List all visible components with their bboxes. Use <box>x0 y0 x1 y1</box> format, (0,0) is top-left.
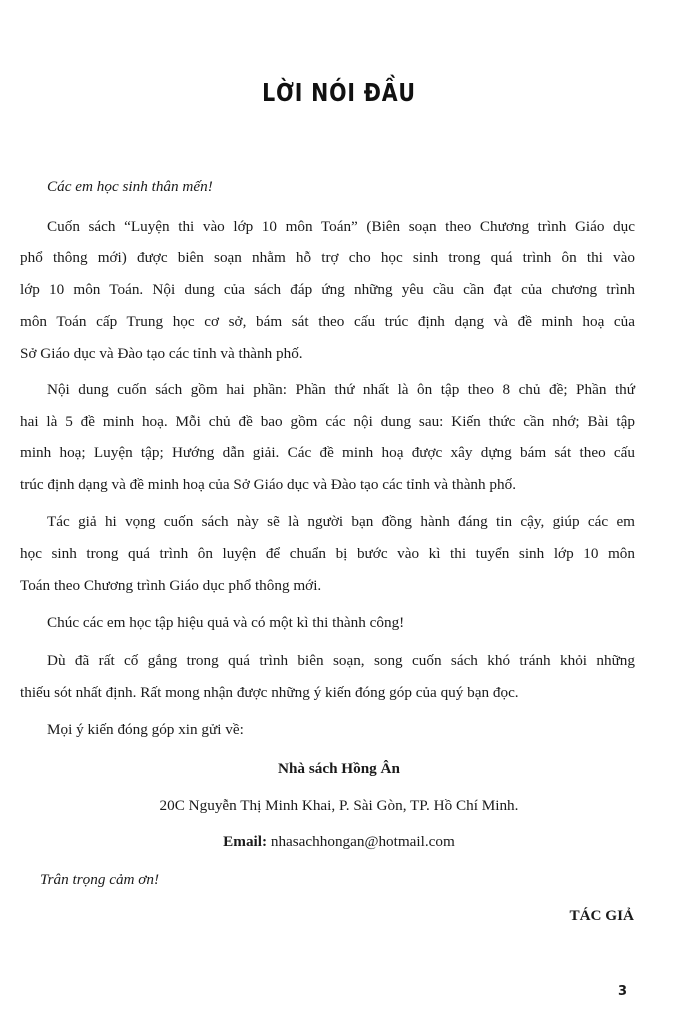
paragraph-line: hai là 5 đề minh hoạ. Mỗi chủ đề bao gồm các nội dung sau: Kiến thức cần nhớ; Bài tập <box>20 413 635 430</box>
email-address: nhasachhongan@hotmail.com <box>270 833 455 850</box>
paragraph-line: phổ thông mới) được biên soạn nhằm hỗ trợ cho học sinh trong quá trình ôn thi vào <box>20 249 635 266</box>
greeting: Các em học sinh thân mến! <box>47 178 213 195</box>
paragraph-line: trúc định dạng và đề minh hoạ của Sở Giáo dục và Đào tạo các tỉnh và thành phố. <box>20 476 516 493</box>
paragraph-line: Tác giả hi vọng cuốn sách này sẽ là người bạn đồng hành đáng tin cậy, giúp các em <box>47 513 635 530</box>
paragraph-4: Chúc các em học tập hiệu quả và có một kì thi thành công! <box>47 614 405 631</box>
page-title: LỜI NÓI ĐẦU <box>262 78 416 107</box>
paragraph-line: học sinh trong quá trình ôn luyện để chuẩn bị bước vào kì thi tuyển sinh lớp 10 môn <box>20 545 635 562</box>
paragraph-line: Nội dung cuốn sách gồm hai phần: Phần thứ nhất là ôn tập theo 8 chủ đề; Phần thứ <box>47 381 635 398</box>
paragraph-line: Sở Giáo dục và Đào tạo các tỉnh và thành phố. <box>20 345 303 362</box>
paragraph-line: lớp 10 môn Toán. Nội dung của sách đáp ứng những yêu cầu cần đạt của chương trình <box>20 281 635 298</box>
paragraph-line: Cuốn sách “Luyện thi vào lớp 10 môn Toán” (Biên soạn theo Chương trình Giáo dục <box>47 218 635 235</box>
email-label: Email: <box>223 833 268 850</box>
publisher-name: Nhà sách Hồng Ân <box>278 760 400 777</box>
paragraph-line: minh hoạ; Luyện tập; Hướng dẫn giải. Các đề minh hoạ được xây dựng bám sát theo cấu <box>20 444 635 461</box>
paragraph-line: thiếu sót nhất định. Rất mong nhận được những ý kiến đóng góp của quý bạn đọc. <box>20 684 519 701</box>
publisher-email-line <box>0 832 678 852</box>
publisher-address: 20C Nguyễn Thị Minh Khai, P. Sài Gòn, TP. Hồ Chí Minh. <box>159 797 519 814</box>
signature: TÁC GIẢ <box>569 907 634 924</box>
paragraph-line: môn Toán cấp Trung học cơ sở, bám sát theo cấu trúc định dạng và đề minh hoạ của <box>20 313 635 330</box>
paragraph-6: Mọi ý kiến đóng góp xin gửi về: <box>47 721 244 738</box>
closing: Trân trọng cảm ơn! <box>40 871 160 888</box>
paragraph-line: Dù đã rất cố gắng trong quá trình biên soạn, song cuốn sách khó tránh khỏi những <box>47 652 635 669</box>
page-number: 3 <box>618 984 628 999</box>
paragraph-line: Toán theo Chương trình Giáo dục phổ thông mới. <box>20 577 322 594</box>
